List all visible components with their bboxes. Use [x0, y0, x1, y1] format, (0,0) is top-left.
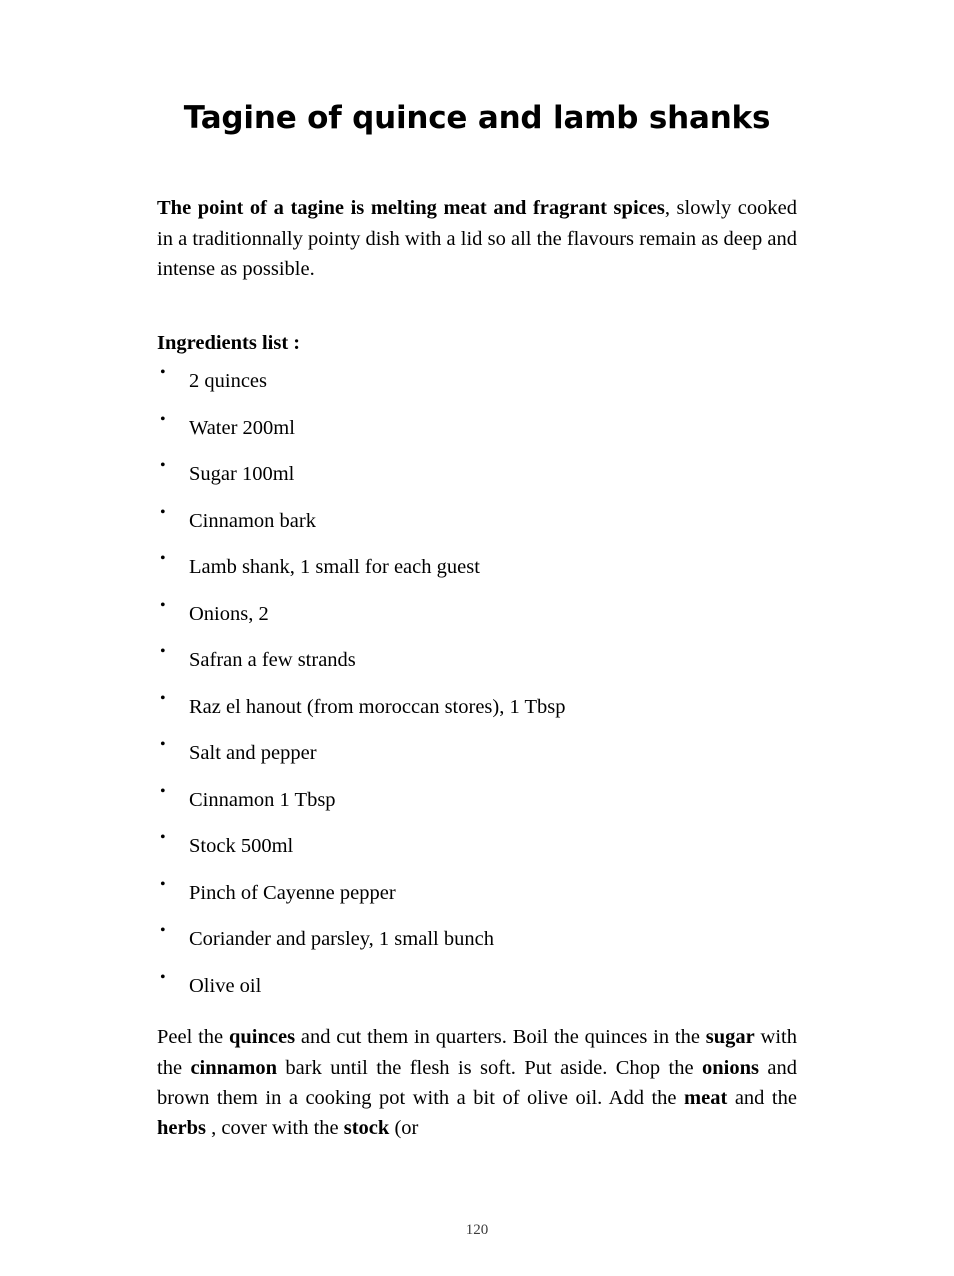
ingredients-list: [157, 371, 797, 996]
method-bold-herbs: herbs: [157, 1117, 206, 1140]
method-text-1: Peel the: [157, 1026, 229, 1049]
list-item: • Stock 500ml: [157, 836, 797, 857]
list-item: • Cinnamon 1 Tbsp: [157, 790, 797, 811]
list-item: • Salt and pepper: [157, 743, 797, 764]
list-item: • Water 200ml: [157, 418, 797, 439]
page-number: 120: [465, 1222, 489, 1238]
list-item: • Onions, 2: [157, 604, 797, 625]
list-item: • Sugar 100ml: [157, 464, 797, 485]
method-bold-onions: onions: [702, 1056, 759, 1079]
method-text-3: with the: [157, 1026, 797, 1079]
method-text-2: and cut them in quarters. Boil the quinces in the: [295, 1026, 706, 1049]
method-text-8: (or: [389, 1117, 419, 1140]
method-text-7: , cover with the: [205, 1117, 344, 1140]
ingredients-heading: Ingredients list :: [157, 332, 301, 355]
intro-rest-text: , slowly cooked in a traditionnally pointy dish with a lid so all the flavours remain as deep and intense as possible.: [157, 197, 797, 280]
method-text-4: bark until the flesh is soft. Put aside. Chop the: [277, 1056, 703, 1079]
method-bold-meat: meat: [684, 1086, 728, 1109]
method-bold-stock: stock: [343, 1117, 390, 1140]
list-item: • Safran a few strands: [157, 650, 797, 671]
list-item: • Coriander and parsley, 1 small bunch: [157, 929, 797, 950]
intro-lead-text: The point of a tagine is melting meat and fragrant spices: [157, 197, 665, 220]
list-item: • Olive oil: [157, 976, 797, 997]
method-text-5: and brown them in a cooking pot with a bit of olive oil. Add the: [157, 1056, 798, 1109]
intro-paragraph: [157, 193, 797, 284]
list-item: • Raz el hanout (from moroccan stores), 1 Tbsp: [157, 697, 797, 718]
method-text-6: and the: [727, 1086, 797, 1109]
method-paragraph: [157, 1022, 797, 1143]
list-item: • 2 quinces: [157, 371, 797, 392]
method-bold-quinces: quinces: [228, 1026, 296, 1049]
list-item: • Pinch of Cayenne pepper: [157, 883, 797, 904]
list-item: • Lamb shank, 1 small for each guest: [157, 557, 797, 578]
method-bold-cinnamon: cinnamon: [190, 1056, 278, 1079]
method-bold-sugar: sugar: [705, 1026, 755, 1049]
list-item: • Cinnamon bark: [157, 511, 797, 532]
page-title: Tagine of quince and lamb shanks: [183, 100, 771, 136]
page-content: [157, 100, 797, 1143]
